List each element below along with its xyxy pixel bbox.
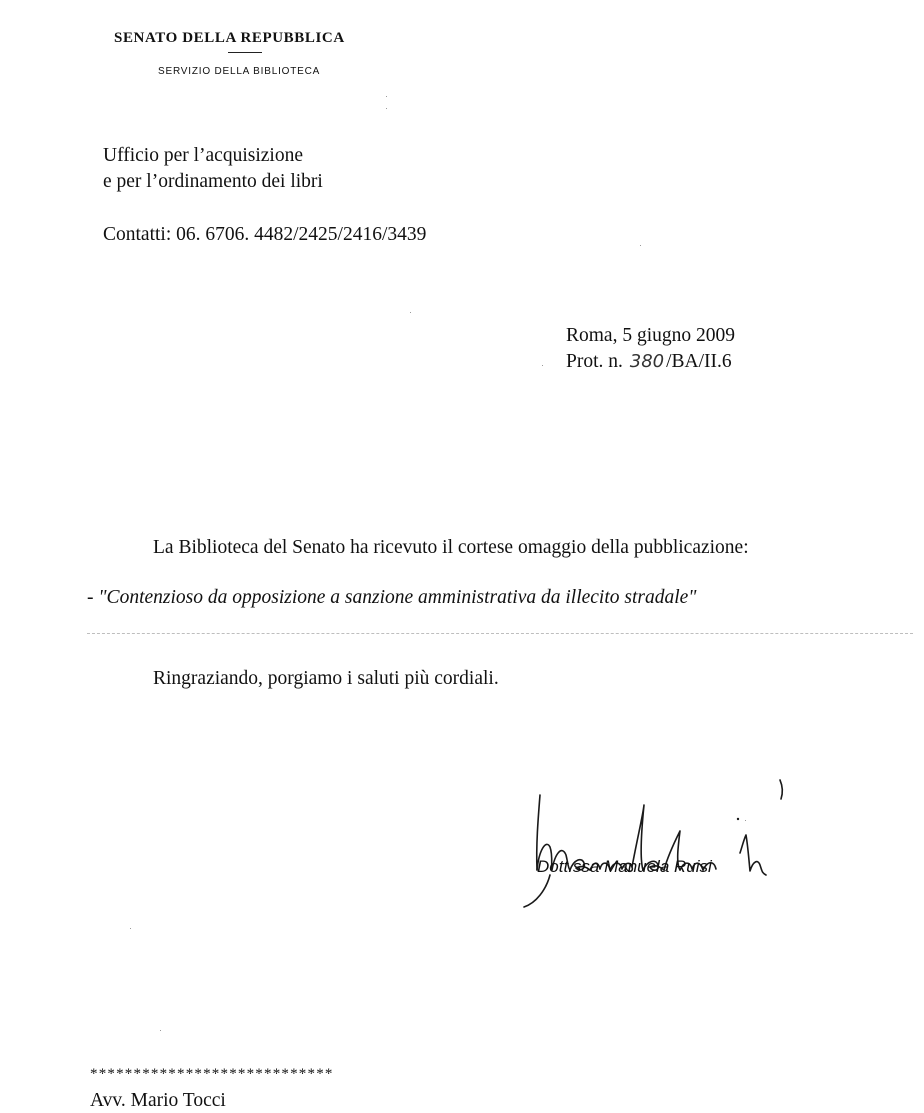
recipient-name: Avv. Mario Tocci	[90, 1090, 226, 1111]
scan-speck	[386, 108, 387, 109]
scan-speck	[542, 365, 543, 366]
handwritten-signature	[510, 775, 800, 915]
office-line-1: Ufficio per l’acquisizione	[103, 145, 303, 166]
office-line-2: e per l’ordinamento dei libri	[103, 171, 323, 192]
protocol-suffix: /BA/II.6	[666, 351, 732, 372]
closing-paragraph: Ringraziando, porgiamo i saluti più cordiali.	[153, 668, 499, 689]
protocol-line	[566, 349, 732, 375]
scan-speck	[410, 312, 411, 313]
scan-speck	[640, 245, 641, 246]
scan-speck	[130, 928, 131, 929]
separator-stars: ****************************	[90, 1066, 334, 1082]
dashed-divider	[87, 633, 913, 634]
scan-speck	[386, 96, 387, 97]
letterhead-rule	[228, 52, 262, 53]
publication-title: - "Contenzioso da opposizione a sanzione amministrativa da illecito stradale"	[87, 587, 697, 608]
letterhead-subtitle: SERVIZIO DELLA BIBLIOTECA	[158, 66, 321, 77]
scan-speck	[160, 1030, 161, 1031]
letterhead-title: SENATO DELLA REPUBBLICA	[114, 30, 345, 46]
place-date: Roma, 5 giugno 2009	[566, 325, 735, 346]
scan-speck	[745, 820, 746, 821]
contacts-line: Contatti: 06. 6706. 4482/2425/2416/3439	[103, 224, 427, 245]
protocol-number: 380	[629, 351, 665, 372]
protocol-prefix: Prot. n.	[566, 351, 623, 372]
office-block	[103, 143, 323, 195]
intro-paragraph: La Biblioteca del Senato ha ricevuto il cortese omaggio della pubblicazione:	[153, 537, 749, 558]
signatory-name: Dott.ssa Manuela Ruisi	[537, 857, 712, 876]
